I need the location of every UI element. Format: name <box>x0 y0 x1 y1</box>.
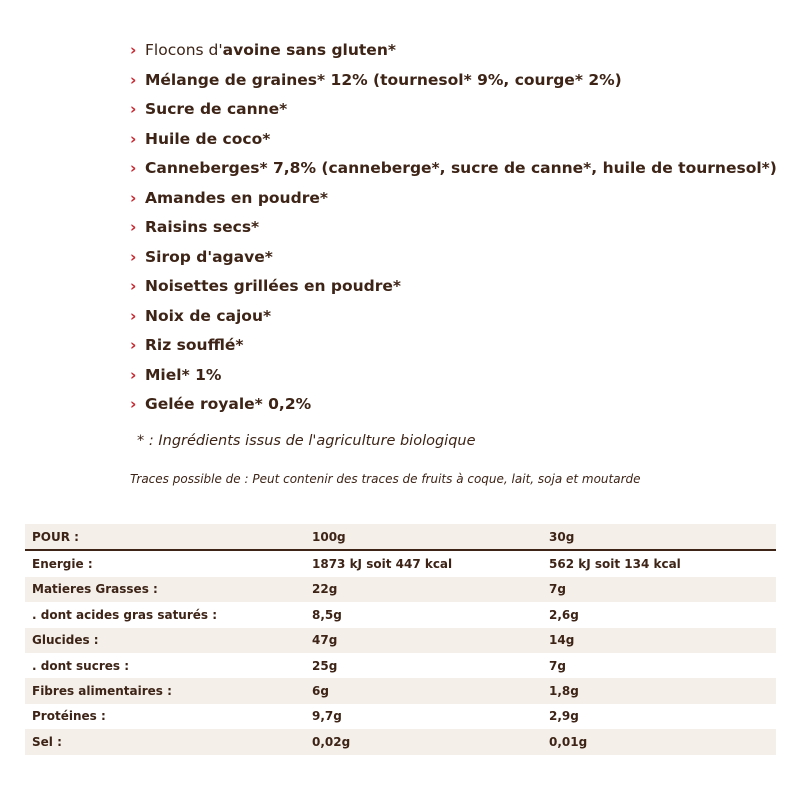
chevron-right-icon: › <box>130 41 137 59</box>
chevron-right-icon: › <box>130 70 137 89</box>
ingredient-item <box>130 95 777 125</box>
ingredient-text: Mélange de graines* 12% (tournesol* 9%, courge* 2%) <box>145 70 622 89</box>
ingredient-text: Raisins secs* <box>145 218 260 236</box>
value-100g: 9,7g <box>312 709 342 724</box>
column-header: 100g <box>305 524 542 550</box>
value-100g: 47g <box>312 633 338 648</box>
column-header: POUR : <box>25 524 305 550</box>
ingredient-item <box>130 243 777 273</box>
chevron-right-icon: › <box>130 188 137 207</box>
ingredient-text: Miel* 1% <box>145 365 222 384</box>
chevron-right-icon: › <box>130 365 137 384</box>
value-30g: 7g <box>549 658 566 673</box>
ingredient-text: Amandes en poudre* <box>145 188 328 207</box>
nutrient-label: Sel : <box>32 734 62 749</box>
ingredient-item <box>130 125 777 155</box>
ingredient-item <box>130 213 777 243</box>
chevron-right-icon: › <box>130 277 137 295</box>
value-100g: 6g <box>312 684 329 699</box>
table-row <box>25 602 776 627</box>
ingredient-item <box>130 390 777 420</box>
value-100g: 22g <box>312 582 338 597</box>
allergen-traces: Traces possible de : Peut contenir des traces de fruits à coque, lait, soja et moutarde <box>130 472 641 486</box>
table-row <box>25 577 776 602</box>
ingredient-item <box>130 66 777 96</box>
nutrient-label: Fibres alimentaires : <box>32 684 172 699</box>
ingredient-item <box>130 154 777 184</box>
value-100g: 0,02g <box>312 734 351 749</box>
ingredient-text: Canneberges* 7,8% (canneberge*, sucre de canne*, huile de tournesol*) <box>145 159 777 177</box>
ingredient-item <box>130 331 777 361</box>
ingredient-text: Riz soufflé* <box>145 336 244 354</box>
value-30g: 7g <box>549 582 566 597</box>
nutrient-label: . dont acides gras saturés : <box>32 607 218 622</box>
chevron-right-icon: › <box>130 395 137 413</box>
ingredient-text: Gelée royale* 0,2% <box>145 395 312 413</box>
ingredient-list <box>130 36 777 420</box>
value-30g: 0,01g <box>549 734 588 749</box>
ingredient-item <box>130 302 777 332</box>
ingredient-text: Sirop d'agave* <box>145 247 273 266</box>
value-100g: 1873 kJ soit 447 kcal <box>312 557 453 572</box>
ingredient-item <box>130 36 777 66</box>
table-header-row <box>25 524 776 550</box>
column-header: 30g <box>542 524 776 550</box>
value-30g: 562 kJ soit 134 kcal <box>549 557 681 572</box>
chevron-right-icon: › <box>130 336 137 354</box>
table-row <box>25 628 776 653</box>
ingredient-text: Noisettes grillées en poudre* <box>145 277 402 295</box>
ingredient-item <box>130 361 777 391</box>
chevron-right-icon: › <box>130 218 137 236</box>
value-100g: 8,5g <box>312 607 342 622</box>
chevron-right-icon: › <box>130 100 137 118</box>
nutrition-table <box>25 524 776 755</box>
table-row <box>25 678 776 703</box>
chevron-right-icon: › <box>130 159 137 177</box>
value-30g: 1,8g <box>549 684 579 699</box>
ingredient-text: avoine sans gluten* <box>222 41 396 59</box>
value-30g: 14g <box>549 633 575 648</box>
table-row <box>25 729 776 754</box>
ingredient-text: Sucre de canne* <box>145 100 288 118</box>
value-30g: 2,6g <box>549 607 579 622</box>
table-row <box>25 550 776 576</box>
nutrient-label: . dont sucres : <box>32 658 130 673</box>
value-100g: 25g <box>312 658 338 673</box>
table-row <box>25 653 776 678</box>
ingredient-text: Noix de cajou* <box>145 306 272 325</box>
organic-footnote: * : Ingrédients issus de l'agriculture biologique <box>137 433 476 449</box>
table-row <box>25 704 776 729</box>
value-30g: 2,9g <box>549 709 579 724</box>
chevron-right-icon: › <box>130 129 137 148</box>
nutrient-label: Matieres Grasses : <box>32 582 158 597</box>
nutrient-label: Protéines : <box>32 709 106 724</box>
nutrient-label: Energie : <box>32 557 93 572</box>
ingredient-text: Huile de coco* <box>145 129 271 148</box>
ingredient-item <box>130 272 777 302</box>
ingredient-item <box>130 184 777 214</box>
ingredient-prefix: Flocons d' <box>145 41 223 59</box>
nutrient-label: Glucides : <box>32 633 99 648</box>
chevron-right-icon: › <box>130 306 137 325</box>
chevron-right-icon: › <box>130 247 137 266</box>
